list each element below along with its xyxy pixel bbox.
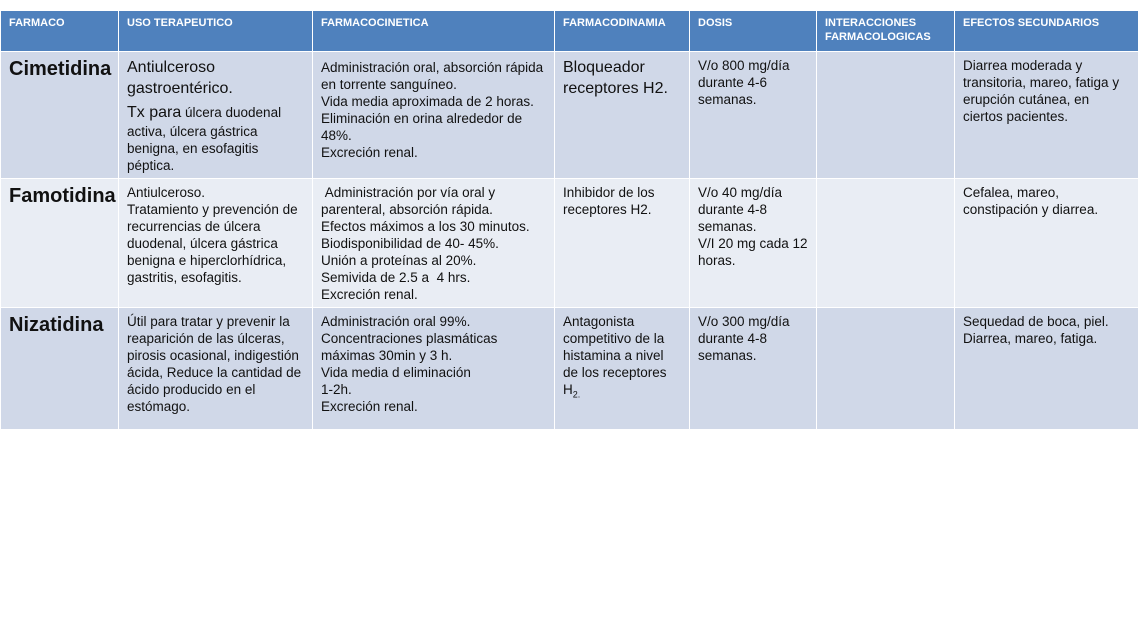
drug-name-cell xyxy=(1,179,119,308)
header-efectos-secundarios: EFECTOS SECUNDARIOS xyxy=(955,11,1138,52)
farmacodinamia-text xyxy=(563,313,682,404)
header-farmacocinetica: FARMACOCINETICA xyxy=(313,11,555,52)
farmacodinamia-text: Bloqueador receptores H2. xyxy=(563,59,668,97)
drug-name: Cimetidina xyxy=(9,58,112,80)
drug-comparison-table xyxy=(0,10,1138,430)
farmacodinamia-main: Antagonista competitivo de la histamina a nivel de los receptores H xyxy=(563,314,671,397)
farmacocinetica-cell xyxy=(313,179,555,308)
subscript-2: 2. xyxy=(572,389,581,400)
efectos-cell xyxy=(955,179,1138,308)
header-interacciones: INTERACCIONES FARMACOLOGICAS xyxy=(817,11,955,52)
farmacodinamia-cell xyxy=(555,179,690,308)
farmacocinetica-cell xyxy=(313,308,555,430)
dosis-cell xyxy=(690,308,817,430)
dosis-text: V/o 300 mg/día durante 4-8 semanas. xyxy=(698,314,794,363)
farmacocinetica-text: Administración oral, absorción rápida en torrente sanguíneo. Vida media aproximada de 2 horas. Eliminación en orina alrededor de 48%. Excreción renal. xyxy=(321,60,544,160)
drug-name-cell xyxy=(1,308,119,430)
table-row xyxy=(1,308,1138,430)
uso-cell xyxy=(119,179,313,308)
dosis-text: V/o 40 mg/día durante 4-8 semanas. V/I 20 mg cada 12 horas. xyxy=(698,185,808,268)
farmacocinetica-cell xyxy=(313,52,555,179)
farmacocinetica-text: Administración por vía oral y parenteral, absorción rápida. Efectos máximos a los 30 minutos. Biodisponibilidad de 40- 45%. Unión a proteínas al 20%. Semivida de 2.5 a 4 hrs. Excreción renal. xyxy=(321,185,530,302)
efectos-text: Sequedad de boca, piel. Diarrea, mareo, fatiga. xyxy=(963,314,1109,346)
uso-tx-rest: úlcera duodenal activa, úlcera gástrica benigna, en esofagitis péptica. xyxy=(127,105,285,173)
table-row xyxy=(1,52,1138,179)
farmacodinamia-cell xyxy=(555,308,690,430)
header-farmacodinamia: FARMACODINAMIA xyxy=(555,11,690,52)
header-farmaco: FARMACO xyxy=(1,11,119,52)
uso-line: Antiulceroso gastroentérico. xyxy=(127,59,233,97)
drug-name: Famotidina xyxy=(9,185,116,207)
efectos-cell xyxy=(955,308,1138,430)
uso-tx xyxy=(127,102,305,174)
header-row xyxy=(1,11,1138,52)
dosis-cell xyxy=(690,179,817,308)
uso-cell xyxy=(119,52,313,179)
uso-text: Antiulceroso. Tratamiento y prevención de recurrencias de úlcera duodenal, úlcera gástrica benigna e hiperclorhídrica, gastritis, esofagitis. xyxy=(127,185,298,285)
interacciones-cell xyxy=(817,52,955,179)
interacciones-cell xyxy=(817,179,955,308)
efectos-text: Diarrea moderada y transitoria, mareo, fatiga y erupción cutánea, en ciertos pacientes. xyxy=(963,58,1123,124)
uso-cell xyxy=(119,308,313,430)
dosis-cell xyxy=(690,52,817,179)
farmacodinamia-cell xyxy=(555,52,690,179)
interacciones-cell xyxy=(817,308,955,430)
efectos-text: Cefalea, mareo, constipación y diarrea. xyxy=(963,185,1099,217)
header-uso-terapeutico: USO TERAPEUTICO xyxy=(119,11,313,52)
farmacocinetica-text: Administración oral 99%. Concentraciones plasmáticas máximas 30min y 3 h. Vida media d eliminación 1-2h. Excreción renal. xyxy=(321,314,498,414)
farmacodinamia-text: Inhibidor de los receptores H2. xyxy=(563,185,659,217)
table-row xyxy=(1,179,1138,308)
drug-name: Nizatidina xyxy=(9,314,104,336)
uso-text: Útil para tratar y prevenir la reaparición de las úlceras, pirosis ocasional, indigestión ácida, Reduce la cantidad de ácido producido en el estómago. xyxy=(127,314,305,414)
uso-tx-prefix: Tx para xyxy=(127,104,182,121)
drug-name-cell xyxy=(1,52,119,179)
dosis-text: V/o 800 mg/día durante 4-6 semanas. xyxy=(698,58,794,107)
header-dosis: DOSIS xyxy=(690,11,817,52)
efectos-cell xyxy=(955,52,1138,179)
